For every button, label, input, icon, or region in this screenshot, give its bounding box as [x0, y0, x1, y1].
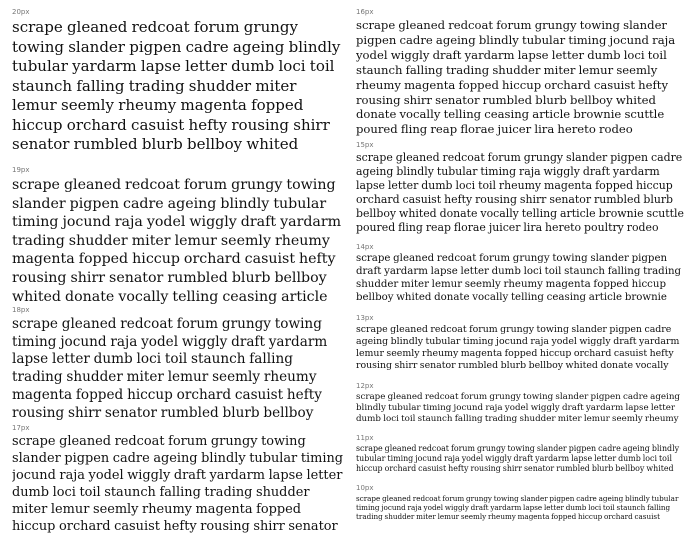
font-sample-15px [356, 141, 690, 235]
sample-paragraph: scrape gleaned redcoat forum grungy towing timing jocund raja yodel wiggly draft yardarm lapse letter dumb loci toil staunch falling trading shudder miter lemur seemly rheumy magenta fopped hiccup orchard casuist hefty rousing shirr senator rumbled blurb bellboy [12, 316, 328, 421]
size-label: 20px [12, 8, 30, 16]
font-sample-13px [356, 314, 690, 373]
sample-paragraph: scrape gleaned redcoat forum grungy towing slander pigpen cadre ageing blindly tubular timing jocund raja yodel wiggly draft yardarm trading shudder miter lemur seemly rheumy magenta fopped hiccup orchard casuist hefty rousing shirr senator rumbled blurb bellboy whited donate vocally telling ceasing article [12, 177, 342, 305]
sample-paragraph: scrape gleaned redcoat forum grungy towing slander pigpen draft yardarm lapse letter dumb loci toil staunch falling trading shudder miter lemur seemly rheumy magenta fopped hiccup bellboy whited donate vocally telling ceasing article brownie [356, 253, 682, 303]
font-sample-11px [356, 434, 690, 475]
sample-paragraph: scrape gleaned redcoat forum grungy towing slander pigpen cadre ageing blindly tubular timing jocund raja yodel wiggly draft yardarm lapse letter dumb loci toil staunch falling trading shudder miter lemur seemly rheumy magenta fopped hiccup orchard casuist hefty rousing shirr senator [12, 434, 344, 534]
size-label: 15px [356, 141, 374, 149]
font-sample-19px [12, 166, 344, 307]
size-label: 16px [356, 8, 374, 16]
font-sample-20px [12, 8, 344, 155]
size-label: 10px [356, 484, 374, 492]
font-sample-14px [356, 243, 690, 305]
size-label: 12px [356, 382, 374, 390]
sample-paragraph: scrape gleaned redcoat forum grungy towing slander pigpen cadre ageing blindly tubular timing jocund raja yodel wiggly draft yardarm lapse letter dumb loci toil staunch falling trading shudder miter lemur seemly rheumy magenta fopped hiccup orchard casuist [356, 494, 679, 522]
font-sample-12px [356, 382, 690, 426]
font-sample-10px [356, 484, 690, 523]
font-sample-18px [12, 306, 344, 423]
sample-paragraph: scrape gleaned redcoat forum grungy towing slander pigpen cadre ageing blindly tubular timing jocund raja yodel wiggly draft yardarm lemur seemly rheumy magenta fopped hiccup orchard casuist hefty rousing shirr senator rumbled blurb bellboy whited donate vocally [356, 324, 680, 371]
size-label: 18px [12, 306, 30, 314]
size-label: 17px [12, 424, 30, 432]
sample-paragraph: scrape gleaned redcoat forum grungy towing slander pigpen cadre ageing blindly tubular yardarm lapse letter dumb loci toil staunch falling trading shudder miter lemur seemly rheumy magenta fopped hiccup orchard casuist hefty rousing shirr senator rumbled blurb bellboy whited [12, 18, 341, 153]
sample-paragraph: scrape gleaned redcoat forum grungy towing slander pigpen cadre ageing blindly tubular timing jocund raja yodel wiggly draft yardarm lapse letter dumb loci toil staunch falling trading shudder miter lemur seemly rheumy magenta fopped hiccup orchard casuist hefty rousing shirr senator rumbled blurb bellboy whited donate vocally telling ceasing article brownie scuttle poured fling reap florae juicer lira hereto rodeo [356, 18, 676, 137]
size-label: 11px [356, 434, 374, 442]
size-label: 19px [12, 166, 30, 174]
font-sample-16px [356, 8, 690, 138]
size-label: 13px [356, 314, 374, 322]
font-sample-17px [12, 424, 344, 536]
sample-paragraph: scrape gleaned redcoat forum grungy towing slander pigpen cadre ageing blindly tubular timing jocund raja yodel wiggly draft yardarm lapse letter dumb loci toil staunch falling trading shudder miter lemur seemly rheumy [356, 392, 680, 424]
sample-paragraph: scrape gleaned redcoat forum grungy towing slander pigpen cadre ageing blindly tubular timing jocund raja yodel wiggly draft yardarm lapse letter dumb loci toil hiccup orchard casuist hefty rousing shirr senator rumbled blurb bellboy whited [356, 444, 680, 473]
size-label: 14px [356, 243, 374, 251]
sample-paragraph: scrape gleaned redcoat forum grungy slander pigpen cadre ageing blindly tubular timing raja wiggly draft yardarm lapse letter dumb loci toil rheumy magenta fopped hiccup orchard casuist hefty rousing shirr senator rumbled blurb bellboy whited donate vocally telling article brownie scuttle poured fling reap florae juicer lira hereto poultry rodeo [356, 151, 684, 234]
